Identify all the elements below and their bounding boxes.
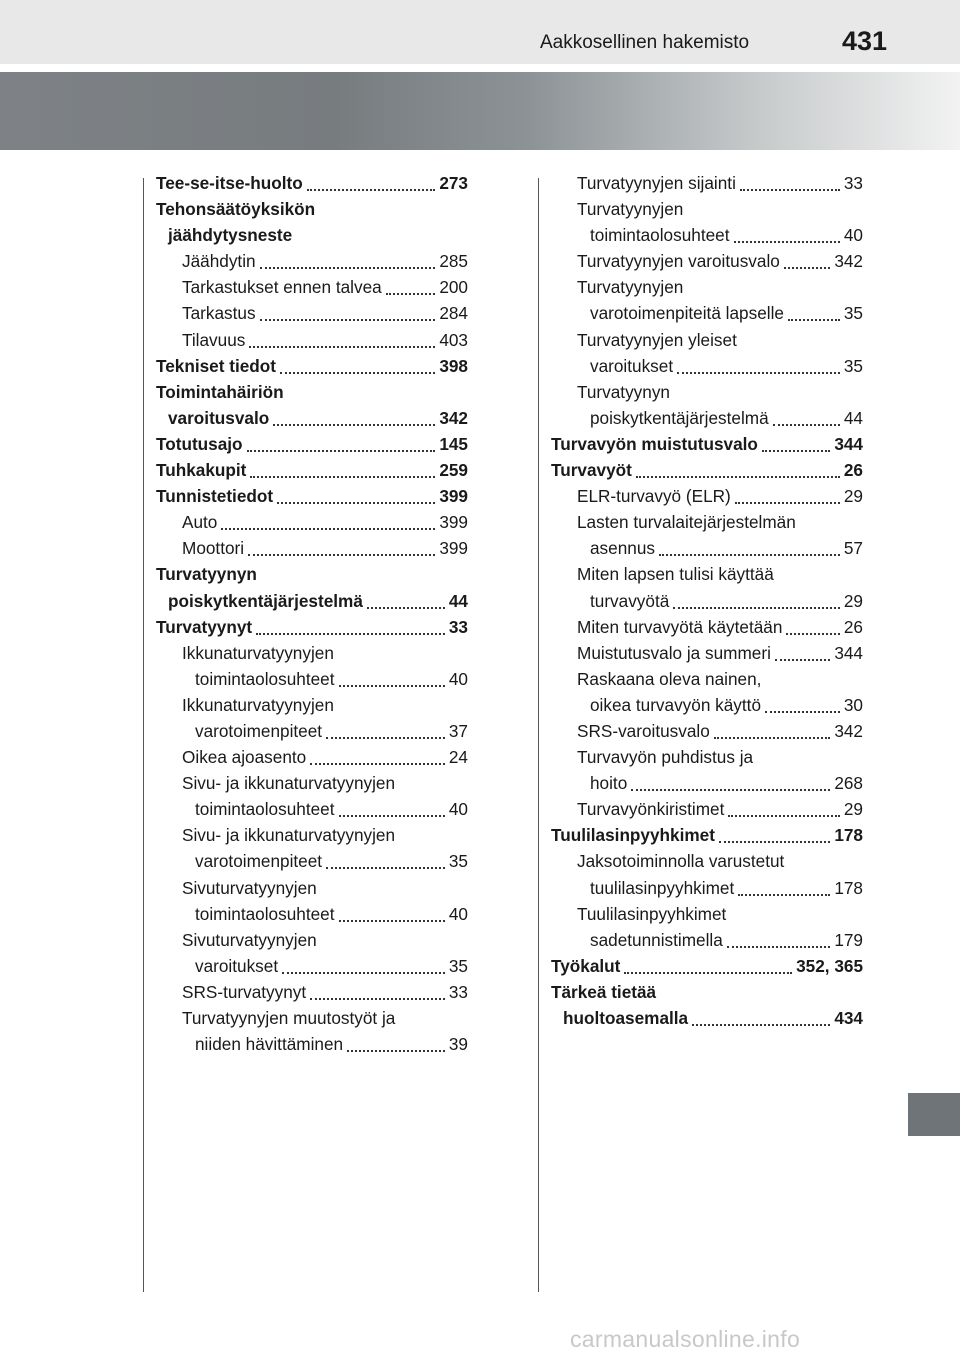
dot-leader bbox=[624, 972, 792, 974]
section-banner bbox=[0, 72, 960, 150]
index-page-ref: 26 bbox=[842, 614, 863, 640]
index-entry bbox=[551, 588, 863, 614]
index-entry bbox=[156, 483, 468, 509]
index-entry bbox=[551, 744, 863, 770]
index-entry bbox=[551, 379, 863, 405]
index-entry bbox=[156, 744, 468, 770]
dot-leader bbox=[386, 293, 435, 295]
index-term: Oikea ajoasento bbox=[182, 744, 308, 770]
index-entry bbox=[156, 718, 468, 744]
index-entry bbox=[551, 274, 863, 300]
index-term: Tarkastukset ennen talvea bbox=[182, 274, 384, 300]
index-page-ref: 35 bbox=[842, 300, 863, 326]
index-term: Miten turvavyötä käytetään bbox=[577, 614, 784, 640]
header-title: Aakkosellinen hakemisto bbox=[540, 32, 750, 53]
dot-leader bbox=[339, 815, 445, 817]
index-term: varotoimenpiteet bbox=[195, 718, 324, 744]
index-page-ref: 352, 365 bbox=[794, 953, 863, 979]
index-page-ref: 344 bbox=[832, 640, 863, 666]
index-page-ref: 344 bbox=[832, 431, 863, 457]
dot-leader bbox=[326, 737, 445, 739]
dot-leader bbox=[631, 789, 830, 791]
index-page-ref: 268 bbox=[832, 770, 863, 796]
index-term: Turvavyön muistutusvalo bbox=[551, 431, 760, 457]
index-page-ref: 399 bbox=[437, 509, 468, 535]
index-term: Toimintahäiriön bbox=[156, 379, 286, 405]
index-entry bbox=[156, 953, 468, 979]
index-term: Turvatyynyn bbox=[156, 561, 259, 587]
index-entry bbox=[551, 457, 863, 483]
index-term: Tarkastus bbox=[182, 300, 258, 326]
index-page-ref: 273 bbox=[437, 170, 468, 196]
index-entry bbox=[156, 588, 468, 614]
index-page-ref: 29 bbox=[842, 796, 863, 822]
index-term: Sivu- ja ikkunaturvatyynyjen bbox=[182, 822, 397, 848]
index-entry bbox=[156, 666, 468, 692]
index-term: Miten lapsen tulisi käyttää bbox=[577, 561, 776, 587]
index-entry bbox=[156, 353, 468, 379]
index-term: Ikkunaturvatyynyjen bbox=[182, 640, 336, 666]
index-term: asennus bbox=[590, 535, 657, 561]
index-term: poiskytkentäjärjestelmä bbox=[168, 588, 365, 614]
index-column-right bbox=[551, 170, 863, 1031]
index-entry bbox=[551, 248, 863, 274]
index-entry bbox=[156, 431, 468, 457]
index-term: Lasten turvalaitejärjestelmän bbox=[577, 509, 798, 535]
dot-leader bbox=[740, 189, 840, 191]
index-page-ref: 398 bbox=[437, 353, 468, 379]
dot-leader bbox=[307, 189, 435, 191]
index-entry bbox=[156, 248, 468, 274]
index-term: Turvavyön puhdistus ja bbox=[577, 744, 755, 770]
index-term: Totutusajo bbox=[156, 431, 245, 457]
index-term: Sivu- ja ikkunaturvatyynyjen bbox=[182, 770, 397, 796]
index-entry bbox=[551, 666, 863, 692]
index-term: Turvatyynyjen bbox=[577, 196, 685, 222]
index-entry bbox=[551, 692, 863, 718]
index-entry bbox=[156, 927, 468, 953]
index-entry bbox=[156, 405, 468, 431]
index-entry bbox=[551, 796, 863, 822]
index-term: niiden hävittäminen bbox=[195, 1031, 345, 1057]
index-page-ref: 285 bbox=[437, 248, 468, 274]
dot-leader bbox=[260, 267, 435, 269]
dot-leader bbox=[250, 476, 435, 478]
index-page-ref: 179 bbox=[832, 927, 863, 953]
index-term: turvavyötä bbox=[590, 588, 671, 614]
index-term: Tehonsäätöyksikön bbox=[156, 196, 317, 222]
index-term: Sivuturvatyynyjen bbox=[182, 927, 319, 953]
index-page-ref: 29 bbox=[842, 588, 863, 614]
index-entry bbox=[156, 535, 468, 561]
index-term: Tärkeä tietää bbox=[551, 979, 658, 1005]
index-term: Turvatyynyt bbox=[156, 614, 254, 640]
dot-leader bbox=[773, 424, 840, 426]
index-term: Turvavyönkiristimet bbox=[577, 796, 726, 822]
index-page-ref: 24 bbox=[447, 744, 468, 770]
index-page-ref: 342 bbox=[832, 718, 863, 744]
dot-leader bbox=[734, 241, 840, 243]
index-entry bbox=[551, 327, 863, 353]
index-term: Turvatyynyjen sijainti bbox=[577, 170, 738, 196]
index-page-ref: 37 bbox=[447, 718, 468, 744]
index-entry bbox=[156, 901, 468, 927]
index-entry bbox=[551, 535, 863, 561]
index-term: hoito bbox=[590, 770, 629, 796]
index-term: Tilavuus bbox=[182, 327, 247, 353]
dot-leader bbox=[786, 633, 840, 635]
index-term: Turvatyynyn bbox=[577, 379, 672, 405]
dot-leader bbox=[367, 607, 445, 609]
index-page-ref: 40 bbox=[447, 796, 468, 822]
index-term: Turvatyynyjen muutostyöt ja bbox=[182, 1005, 397, 1031]
index-term: Ikkunaturvatyynyjen bbox=[182, 692, 336, 718]
index-term: Tunnistetiedot bbox=[156, 483, 275, 509]
index-page-ref: 145 bbox=[437, 431, 468, 457]
index-term: Turvatyynyjen yleiset bbox=[577, 327, 739, 353]
index-entry bbox=[551, 405, 863, 431]
index-page-ref: 399 bbox=[437, 535, 468, 561]
index-term: varotoimenpiteet bbox=[195, 848, 324, 874]
index-entry bbox=[551, 875, 863, 901]
header-bar bbox=[0, 0, 960, 64]
dot-leader bbox=[714, 737, 830, 739]
dot-leader bbox=[260, 319, 435, 321]
index-term: toimintaolosuhteet bbox=[195, 796, 337, 822]
dot-leader bbox=[282, 972, 445, 974]
index-entry bbox=[156, 196, 468, 222]
index-term: SRS-turvatyynyt bbox=[182, 979, 308, 1005]
index-page-ref: 26 bbox=[842, 457, 863, 483]
index-entry bbox=[551, 222, 863, 248]
index-page-ref: 434 bbox=[832, 1005, 863, 1031]
index-term: huoltoasemalla bbox=[563, 1005, 690, 1031]
index-term: Muistutusvalo ja summeri bbox=[577, 640, 773, 666]
index-page-ref: 342 bbox=[437, 405, 468, 431]
index-page-ref: 35 bbox=[447, 953, 468, 979]
dot-leader bbox=[784, 267, 830, 269]
index-entry bbox=[551, 614, 863, 640]
dot-leader bbox=[738, 894, 830, 896]
dot-leader bbox=[765, 711, 840, 713]
index-entry bbox=[551, 848, 863, 874]
index-entry bbox=[551, 483, 863, 509]
index-entry bbox=[551, 718, 863, 744]
dot-leader bbox=[762, 450, 830, 452]
index-entry bbox=[156, 614, 468, 640]
index-term: Jäähdytin bbox=[182, 248, 258, 274]
right-column-rule bbox=[538, 178, 539, 1292]
dot-leader bbox=[248, 554, 435, 556]
index-page-ref: 178 bbox=[832, 822, 863, 848]
dot-leader bbox=[249, 346, 435, 348]
dot-leader bbox=[727, 946, 830, 948]
index-entry bbox=[551, 1005, 863, 1031]
index-entry bbox=[551, 196, 863, 222]
index-entry bbox=[156, 509, 468, 535]
index-page-ref: 39 bbox=[447, 1031, 468, 1057]
index-entry bbox=[551, 979, 863, 1005]
index-page-ref: 342 bbox=[832, 248, 863, 274]
index-entry bbox=[156, 327, 468, 353]
index-term: ELR-turvavyö (ELR) bbox=[577, 483, 733, 509]
index-term: toimintaolosuhteet bbox=[195, 666, 337, 692]
index-entry bbox=[551, 953, 863, 979]
index-page-ref: 399 bbox=[437, 483, 468, 509]
index-term: varoitusvalo bbox=[168, 405, 271, 431]
index-entry bbox=[551, 822, 863, 848]
dot-leader bbox=[277, 502, 435, 504]
index-page-ref: 40 bbox=[447, 901, 468, 927]
dot-leader bbox=[735, 502, 840, 504]
index-entry bbox=[156, 848, 468, 874]
dot-leader bbox=[280, 372, 435, 374]
index-page-ref: 200 bbox=[437, 274, 468, 300]
watermark: carmanualsonline.info bbox=[570, 1326, 801, 1352]
index-term: toimintaolosuhteet bbox=[195, 901, 337, 927]
left-column-rule bbox=[143, 178, 144, 1292]
index-term: varoitukset bbox=[590, 353, 675, 379]
index-column-left bbox=[156, 170, 468, 1057]
index-page-ref: 57 bbox=[842, 535, 863, 561]
index-entry bbox=[156, 222, 468, 248]
index-term: varoitukset bbox=[195, 953, 280, 979]
index-entry bbox=[156, 796, 468, 822]
dot-leader bbox=[347, 1050, 445, 1052]
index-entry bbox=[156, 300, 468, 326]
index-page-ref: 30 bbox=[842, 692, 863, 718]
dot-leader bbox=[310, 998, 445, 1000]
dot-leader bbox=[673, 607, 840, 609]
index-term: jäähdytysneste bbox=[168, 222, 294, 248]
index-entry bbox=[156, 561, 468, 587]
dot-leader bbox=[636, 476, 840, 478]
index-term: Sivuturvatyynyjen bbox=[182, 875, 319, 901]
index-term: SRS-varoitusvalo bbox=[577, 718, 712, 744]
dot-leader bbox=[339, 685, 445, 687]
index-page-ref: 44 bbox=[842, 405, 863, 431]
index-page-ref: 403 bbox=[437, 327, 468, 353]
index-page-ref: 33 bbox=[447, 614, 468, 640]
index-term: varotoimenpiteitä lapselle bbox=[590, 300, 786, 326]
index-entry bbox=[156, 379, 468, 405]
index-page-ref: 44 bbox=[447, 588, 468, 614]
index-entry bbox=[156, 979, 468, 1005]
index-page-ref: 33 bbox=[447, 979, 468, 1005]
index-term: Turvatyynyjen varoitusvalo bbox=[577, 248, 782, 274]
dot-leader bbox=[692, 1024, 830, 1026]
page-number: 431 bbox=[842, 26, 888, 56]
dot-leader bbox=[273, 424, 435, 426]
index-entry bbox=[156, 640, 468, 666]
index-page-ref: 40 bbox=[842, 222, 863, 248]
dot-leader bbox=[326, 867, 445, 869]
index-page-ref: 33 bbox=[842, 170, 863, 196]
index-page-ref: 29 bbox=[842, 483, 863, 509]
dot-leader bbox=[788, 319, 840, 321]
index-page-ref: 259 bbox=[437, 457, 468, 483]
index-entry bbox=[551, 640, 863, 666]
index-entry bbox=[156, 457, 468, 483]
index-entry bbox=[551, 300, 863, 326]
dot-leader bbox=[719, 841, 830, 843]
index-term: tuulilasinpyyhkimet bbox=[590, 875, 736, 901]
index-term: toimintaolosuhteet bbox=[590, 222, 732, 248]
dot-leader bbox=[310, 763, 445, 765]
index-term: Moottori bbox=[182, 535, 246, 561]
index-entry bbox=[156, 692, 468, 718]
index-term: Tuulilasinpyyhkimet bbox=[577, 901, 728, 927]
index-entry bbox=[551, 901, 863, 927]
dot-leader bbox=[775, 659, 830, 661]
index-entry bbox=[156, 274, 468, 300]
index-term: Jaksotoiminnolla varustetut bbox=[577, 848, 786, 874]
index-page-ref: 35 bbox=[842, 353, 863, 379]
dot-leader bbox=[256, 633, 445, 635]
dot-leader bbox=[221, 528, 435, 530]
index-entry bbox=[551, 170, 863, 196]
index-term: Tee-se-itse-huolto bbox=[156, 170, 305, 196]
dot-leader bbox=[339, 920, 445, 922]
index-term: Auto bbox=[182, 509, 219, 535]
index-term: sadetunnistimella bbox=[590, 927, 725, 953]
index-entry bbox=[551, 353, 863, 379]
index-entry bbox=[551, 509, 863, 535]
index-entry bbox=[156, 170, 468, 196]
index-entry bbox=[551, 770, 863, 796]
index-page-ref: 284 bbox=[437, 300, 468, 326]
index-term: Tuulilasinpyyhkimet bbox=[551, 822, 717, 848]
index-entry bbox=[156, 875, 468, 901]
index-term: Raskaana oleva nainen, bbox=[577, 666, 763, 692]
dot-leader bbox=[247, 450, 435, 452]
index-page-ref: 178 bbox=[832, 875, 863, 901]
index-page-ref: 40 bbox=[447, 666, 468, 692]
index-entry bbox=[551, 431, 863, 457]
index-term: Tuhkakupit bbox=[156, 457, 248, 483]
dot-leader bbox=[659, 554, 840, 556]
dot-leader bbox=[677, 372, 840, 374]
index-entry bbox=[156, 770, 468, 796]
index-term: Tekniset tiedot bbox=[156, 353, 278, 379]
index-entry bbox=[551, 927, 863, 953]
index-page-ref: 35 bbox=[447, 848, 468, 874]
index-term: Turvavyöt bbox=[551, 457, 634, 483]
index-term: poiskytkentäjärjestelmä bbox=[590, 405, 771, 431]
index-entry bbox=[156, 1005, 468, 1031]
index-term: oikea turvavyön käyttö bbox=[590, 692, 763, 718]
chapter-tab bbox=[908, 1093, 960, 1136]
dot-leader bbox=[728, 815, 840, 817]
index-term: Turvatyynyjen bbox=[577, 274, 685, 300]
index-term: Työkalut bbox=[551, 953, 622, 979]
index-entry bbox=[156, 822, 468, 848]
index-entry bbox=[551, 561, 863, 587]
index-entry bbox=[156, 1031, 468, 1057]
